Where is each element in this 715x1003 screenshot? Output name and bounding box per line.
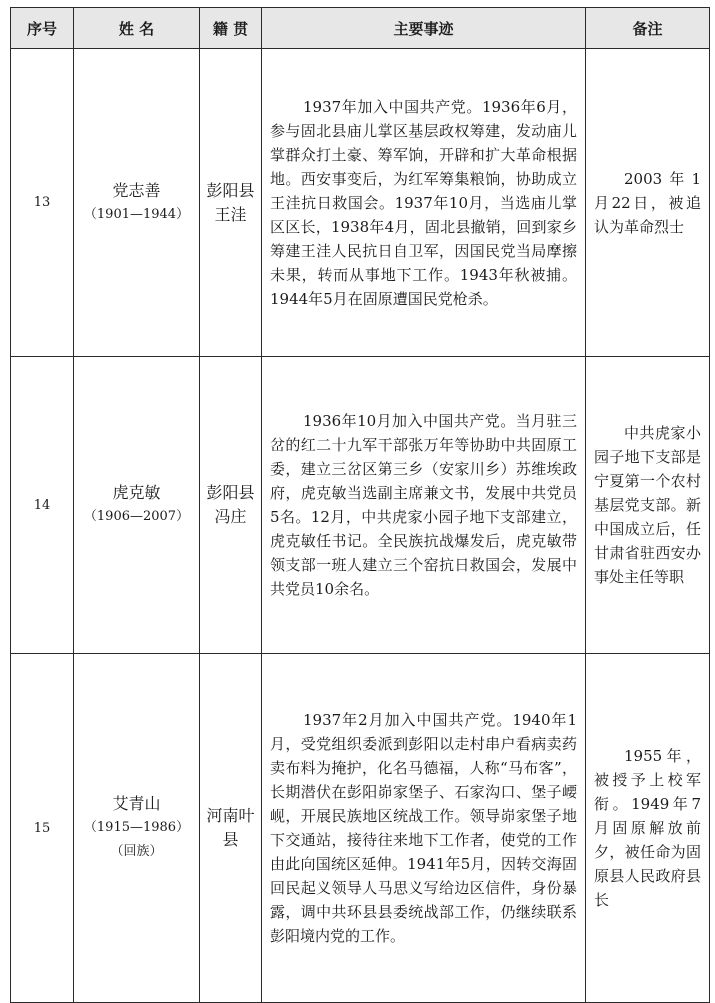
note-text: 1955年，被授予上校军衔。1949年7月固原解放前夕，被任命为固原县人民政府县长 <box>594 747 701 909</box>
person-cell <box>74 654 200 1003</box>
note-cell <box>586 357 710 654</box>
person-origin: 彭阳县王洼 <box>200 49 262 357</box>
header-no: 序号 <box>11 8 74 49</box>
person-years: （1901—1944） <box>83 206 190 222</box>
table-row <box>11 49 710 357</box>
header-origin: 籍 贯 <box>200 8 262 49</box>
header-deeds: 主要事迹 <box>262 8 586 49</box>
deeds-text: 1936年10月加入中国共产党。当月驻三岔的红二十九军干部张万年等协助中共固原工委，建立三岔区第三乡（安家川乡）苏维埃政府，虎克敏当选副主席兼文书，发展中共党员5名。12月，中共虎家小园子地下支部建立，虎克敏任书记。全民族抗战爆发后，虎克敏带领支部一班人建立三个窑抗日救国会，发展中共党员10余名。 <box>270 412 577 598</box>
martyrs-table <box>10 7 710 1003</box>
deeds-text: 1937年2月加入中国共产党。1940年1月，受党组织委派到彭阳以走村串户看病卖药卖布料为掩护，化名马德福，人称“马布客”，长期潜伏在彭阳峁家堡子、石家沟口、堡子崾岘，开展民族地区统战工作。领导峁家堡子地下交通站，接待往来地下工作者，使党的工作由此向国统区延伸。1941年5月，因转交海固回民起义领导人马思义写给边区信件，身份暴露，调中共环县县委统战部工作，仍继续联系彭阳境内党的工作。 <box>270 711 577 945</box>
person-years: （1906—2007） <box>83 509 190 524</box>
note-cell <box>586 654 710 1003</box>
header-note: 备注 <box>586 8 710 49</box>
deeds-cell <box>262 357 586 654</box>
person-origin: 彭阳县冯庄 <box>200 357 262 654</box>
row-number: 14 <box>11 357 74 654</box>
person-cell <box>74 49 200 357</box>
row-number: 15 <box>11 654 74 1003</box>
deeds-text: 1937年加入中国共产党。1936年6月，参与固北县庙儿掌区基层政权筹建，发动庙儿掌群众打土豪、筹军饷，开辟和扩大革命根据地。西安事变后，为红军筹集粮饷，协助成立王洼抗日救国会。1937年10月，当选庙儿掌区区长，1938年4月，固北县撤销，回到家乡筹建王洼人民抗日自卫军，因国民党当局摩擦未果，转而从事地下工作。1943年秋被捕。1944年5月在固原遭国民党枪杀。 <box>270 97 577 308</box>
person-origin: 河南叶县 <box>200 654 262 1003</box>
note-text: 2003年1月22日，被追认为革命烈士 <box>594 169 701 236</box>
deeds-cell <box>262 654 586 1003</box>
note-cell <box>586 49 710 357</box>
person-years: （1915—1986） <box>83 820 190 835</box>
table-row <box>11 357 710 654</box>
header-name: 姓 名 <box>74 8 200 49</box>
note-text: 中共虎家小园子地下支部是宁夏第一个农村基层党支部。新中国成立后，任甘肃省驻西安办事处主任等职 <box>594 424 701 586</box>
table-row <box>11 654 710 1003</box>
table-header-row <box>11 8 710 49</box>
row-number: 13 <box>11 49 74 357</box>
person-cell <box>74 357 200 654</box>
deeds-cell <box>262 49 586 357</box>
person-ethnicity: （回族） <box>110 844 163 859</box>
person-name: 党志善 <box>112 180 161 200</box>
person-name: 艾青山 <box>112 794 161 813</box>
person-name: 虎克敏 <box>112 483 161 502</box>
